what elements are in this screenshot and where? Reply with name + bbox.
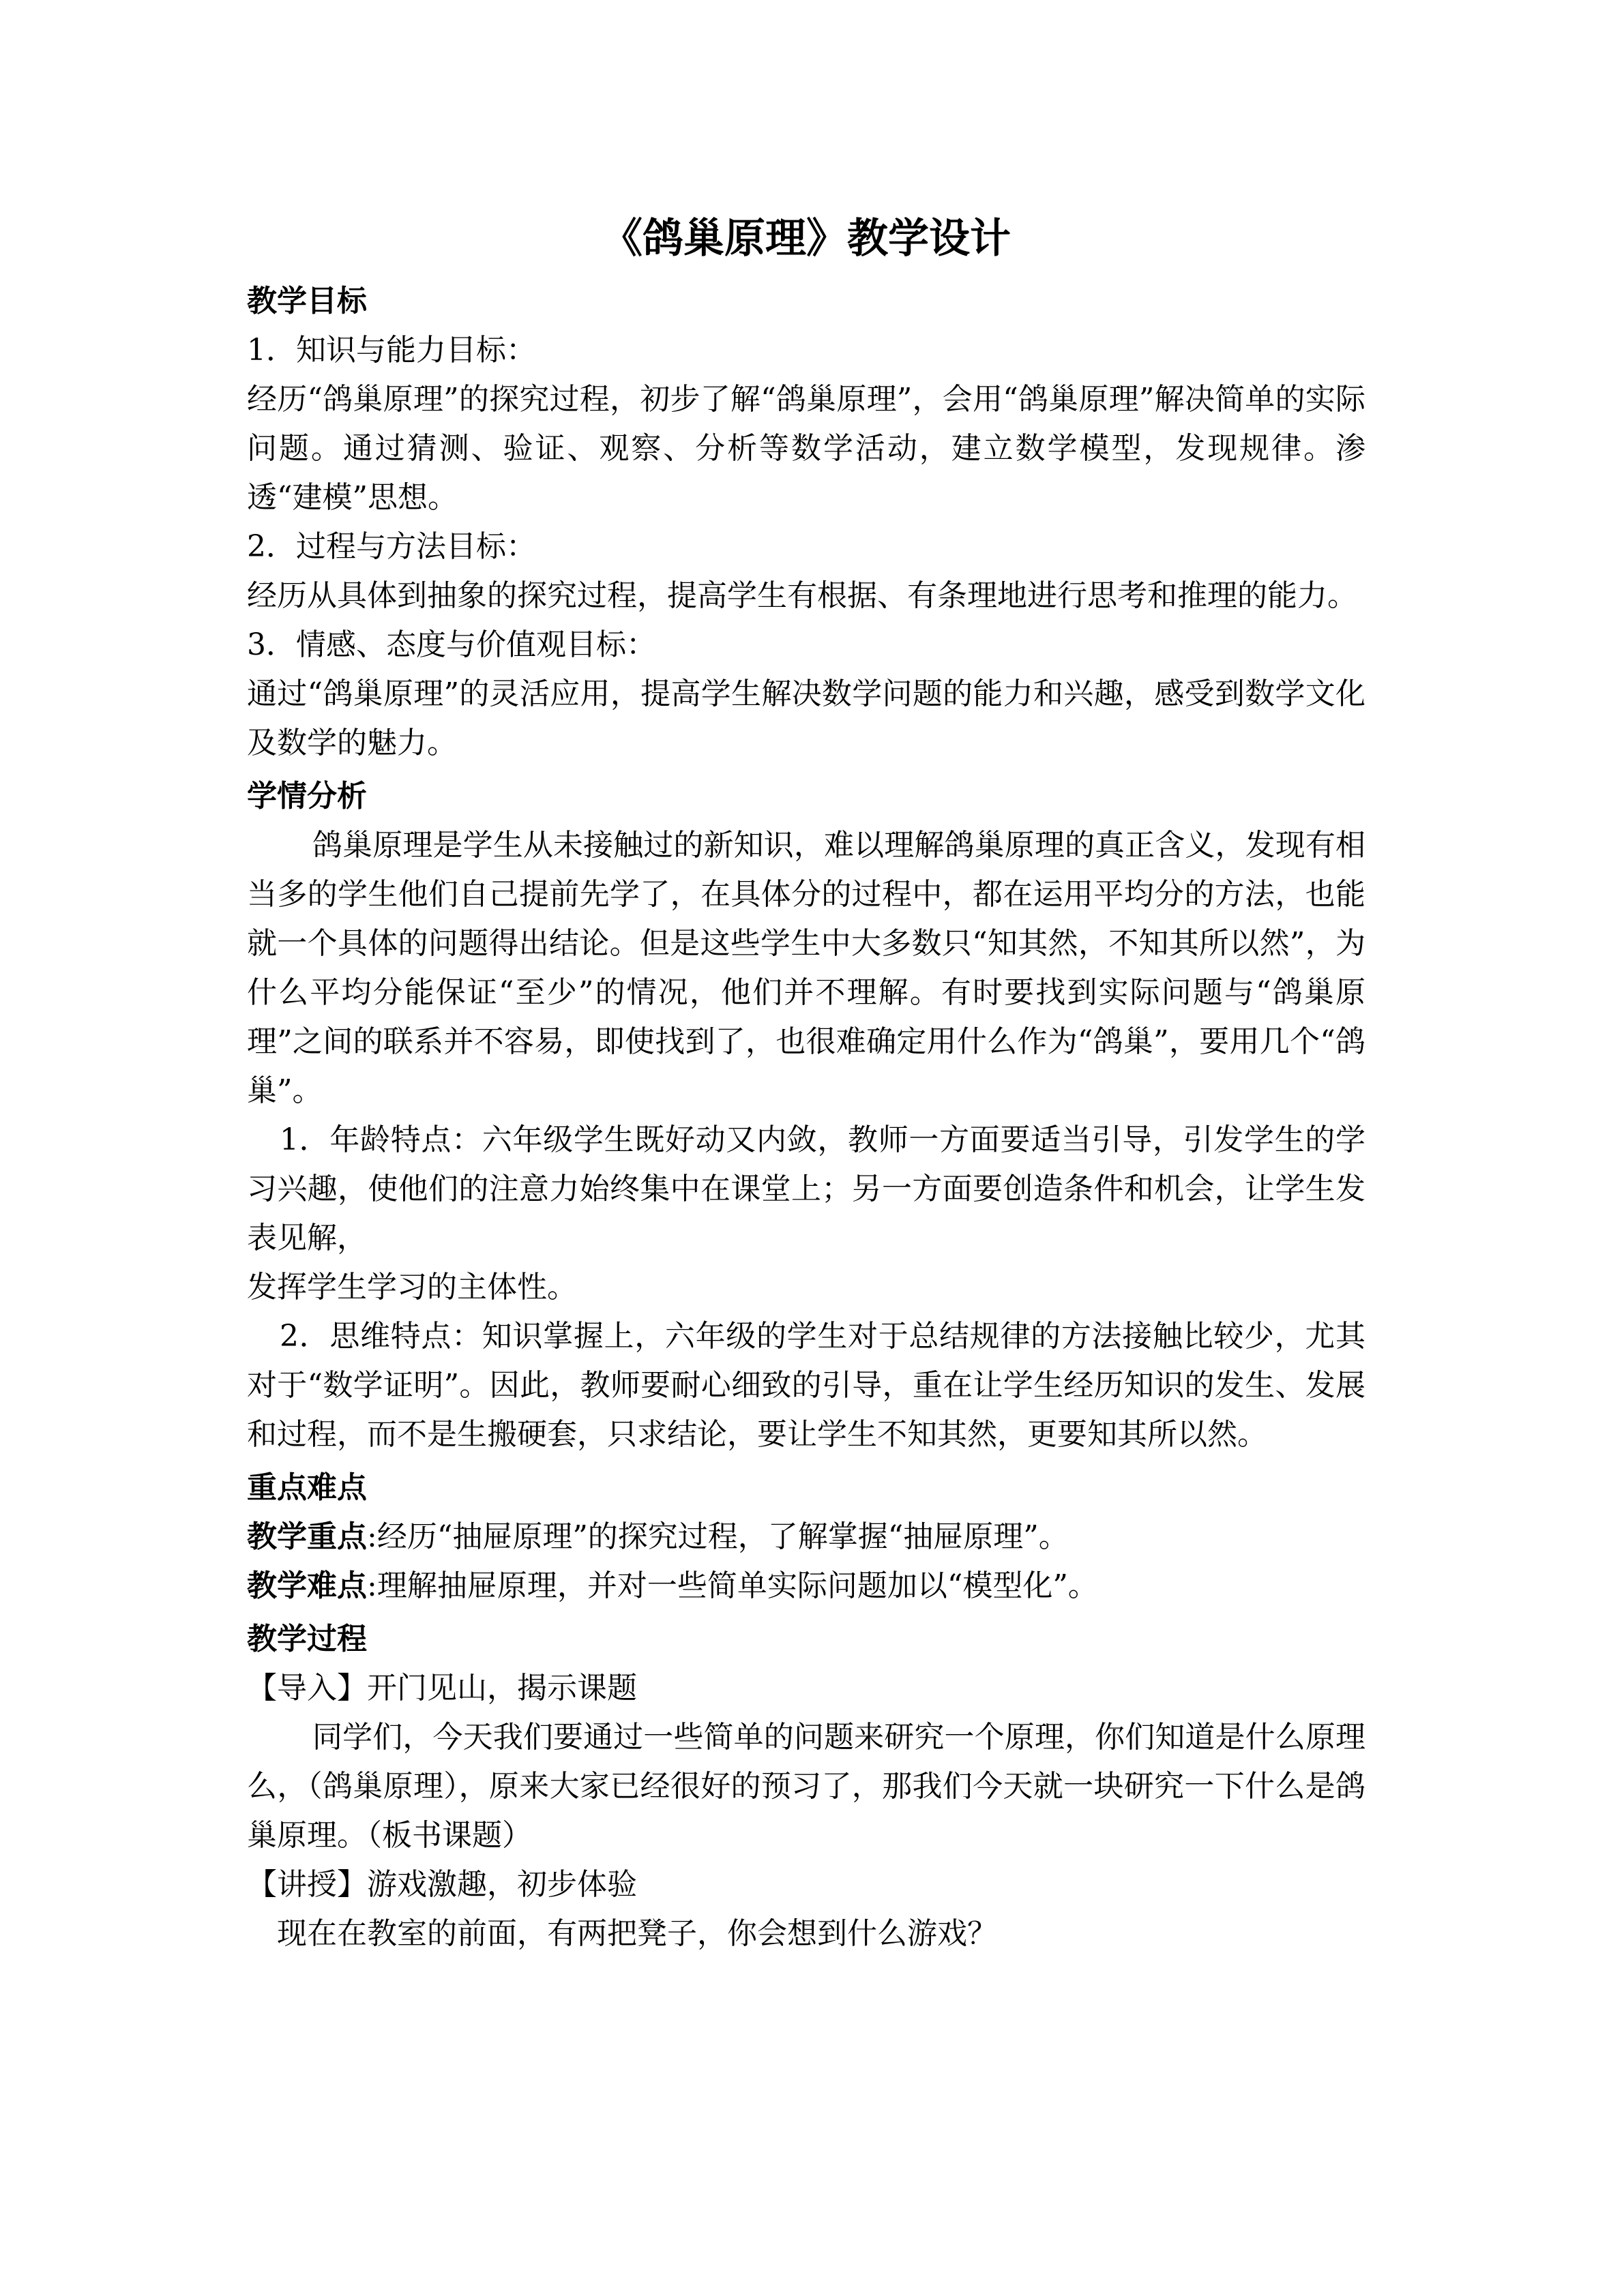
process-teach-text: 现在在教室的前面，有两把凳子，你会想到什么游戏？ [277, 1916, 997, 1951]
section-heading-process: 教学过程 [247, 1622, 367, 1656]
objective-3-text: 通过“鸽巢原理”的灵活应用，提高学生解决数学问题的能力和兴趣，感受到数学文化及数学的魅力。 [247, 676, 1365, 760]
objective-2-label: 2．过程与方法目标： [247, 529, 536, 564]
document-title: 《鸽巢原理》教学设计 [602, 215, 1011, 263]
process-teach-title: 【讲授】游戏激趣，初步体验 [247, 1867, 637, 1902]
difficulty-line [247, 1562, 1365, 1611]
process-intro-title: 【导入】开门见山，揭示课题 [247, 1671, 637, 1705]
objective-2-text: 经历从具体到抽象的探究过程，提高学生有根据、有条理地进行思考和推理的能力。 [247, 578, 1357, 613]
focus-label: 教学重点 [247, 1519, 367, 1554]
analysis-age-continued: 发挥学生学习的主体性。 [247, 1270, 577, 1304]
objective-3-label: 3．情感、态度与价值观目标： [247, 627, 656, 662]
analysis-thinking: 2．思维特点：知识掌握上，六年级的学生对于总结规律的方法接触比较少，尤其对于“数学证明”。因此，教师要耐心细致的引导，重在让学生经历知识的发生、发展和过程，而不是生搬硬套，只求结论，要让学生不知其然，更要知其所以然。 [247, 1319, 1365, 1452]
difficulty-text: :理解抽屉原理，并对一些简单实际问题加以“模型化”。 [367, 1568, 1098, 1603]
objective-1-label: 1．知识与能力目标： [247, 333, 536, 368]
analysis-intro: 鸽巢原理是学生从未接触过的新知识，难以理解鸽巢原理的真正含义，发现有相当多的学生他们自己提前先学了，在具体分的过程中，都在运用平均分的方法，也能就一个具体的问题得出结论。但是这些学生中大多数只“知其然，不知其所以然”，为什么平均分能保证“至少”的情况，他们并不理解。有时要找到实际问题与“鸽巢原理”之间的联系并不容易，即使找到了，也很难确定用什么作为“鸽巢”，要用几个“鸽巢”。 [247, 828, 1365, 1108]
section-heading-keypoints: 重点难点 [247, 1470, 367, 1505]
focus-text: :经历“抽屉原理”的探究过程，了解掌握“抽屉原理”。 [367, 1519, 1069, 1554]
process-intro-text: 同学们，今天我们要通过一些简单的问题来研究一个原理，你们知道是什么原理么，（鸽巢原理），原来大家已经很好的预习了，那我们今天就一块研究一下什么是鸽巢原理。（板书课题） [247, 1720, 1365, 1853]
difficulty-label: 教学难点 [247, 1568, 367, 1603]
focus-line [247, 1512, 1365, 1562]
analysis-age: 1．年龄特点：六年级学生既好动又内敛，教师一方面要适当引导，引发学生的学习兴趣，使他们的注意力始终集中在课堂上；另一方面要创造条件和机会，让学生发表见解， [247, 1122, 1365, 1255]
section-heading-analysis: 学情分析 [247, 779, 367, 814]
objective-1-text: 经历“鸽巢原理”的探究过程，初步了解“鸽巢原理”，会用“鸽巢原理”解决简单的实际问题。通过猜测、验证、观察、分析等数学活动，建立数学模型，发现规律。渗透“建模”思想。 [247, 382, 1365, 515]
section-heading-objectives: 教学目标 [247, 284, 367, 318]
document-page [247, 211, 1365, 1958]
